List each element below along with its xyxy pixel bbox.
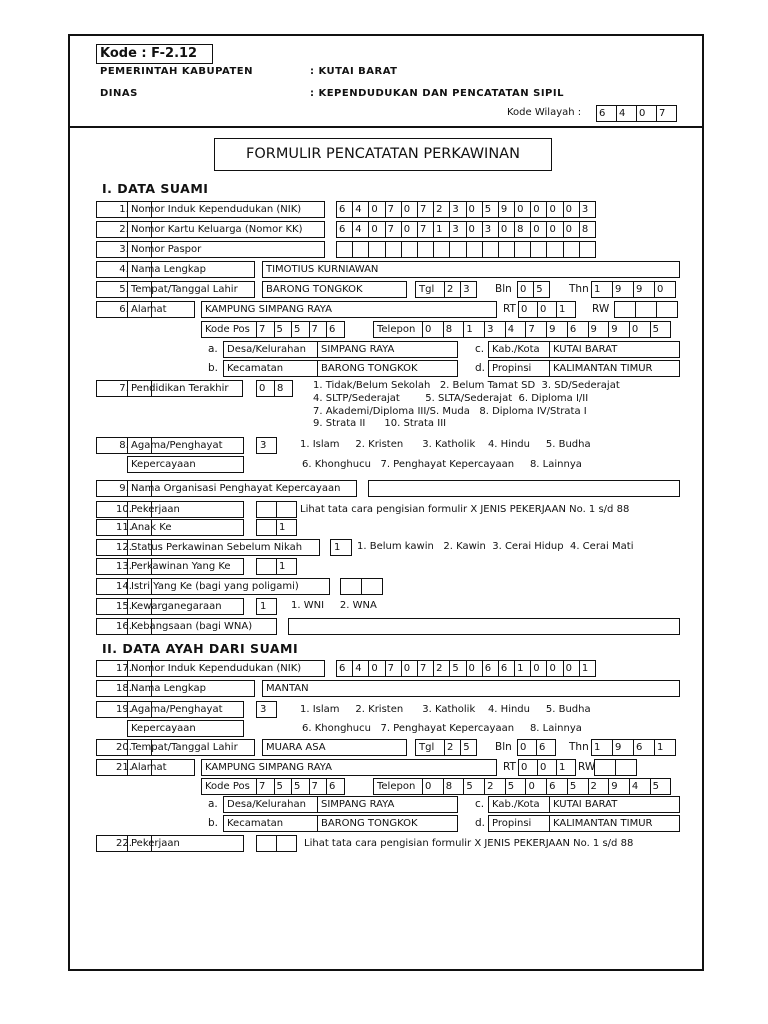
section-2-title: II. DATA AYAH DARI SUAMI <box>102 641 299 656</box>
father-thn-cells[interactable] <box>591 739 676 756</box>
digit-cell[interactable] <box>256 835 277 852</box>
pekerjaan-note: Lihat tata cara pengisian formulir X JENIS PEKERJAAN No. 1 s/d 88 <box>300 504 630 515</box>
digit-cell[interactable]: 0 <box>654 281 676 298</box>
father-alamat-field[interactable]: KAMPUNG SIMPANG RAYA <box>201 759 497 776</box>
digit-cell[interactable]: 1 <box>463 321 485 338</box>
digit-cell[interactable]: 4 <box>616 105 637 122</box>
digit-cell[interactable]: 0 <box>466 660 483 677</box>
father-ttl-label: Tempat/Tanggal Lahir <box>127 739 255 756</box>
digit-cell[interactable]: 0 <box>401 221 418 238</box>
digit-cell[interactable] <box>466 241 483 258</box>
bangsa-label: Kebangsaan (bagi WNA) <box>127 618 277 635</box>
digit-cell[interactable]: 9 <box>612 281 634 298</box>
digit-cell[interactable]: 8 <box>579 221 596 238</box>
digit-cell[interactable]: 0 <box>401 201 418 218</box>
digit-cell[interactable]: 1 <box>591 281 613 298</box>
digit-cell[interactable] <box>615 759 637 776</box>
digit-cell[interactable]: 0 <box>563 201 580 218</box>
father-kec-label: Kecamatan <box>223 815 318 832</box>
digit-cell[interactable] <box>352 241 369 258</box>
father-kodepos-cells[interactable] <box>256 778 345 795</box>
kec-field[interactable]: BARONG TONGKOK <box>317 360 458 377</box>
digit-cell[interactable]: 9 <box>546 321 568 338</box>
pendidikan-label: Pendidikan Terakhir <box>127 380 243 397</box>
digit-cell[interactable] <box>276 835 297 852</box>
digit-cell[interactable]: 0 <box>563 221 580 238</box>
digit-cell[interactable]: 0 <box>636 105 657 122</box>
digit-cell[interactable]: 0 <box>422 321 444 338</box>
row-number: 7. <box>96 380 152 397</box>
father-agama-field[interactable]: 3 <box>256 701 277 718</box>
paspor-label: Nomor Paspor <box>127 241 325 258</box>
digit-cell[interactable]: 4 <box>629 778 651 795</box>
father-telepon-label: Telepon <box>373 778 423 795</box>
warga-field[interactable]: 1 <box>256 598 277 615</box>
digit-cell[interactable]: 9 <box>498 201 515 218</box>
digit-cell[interactable]: 1 <box>556 301 576 318</box>
father-desa-label: Desa/Kelurahan <box>223 796 318 813</box>
digit-cell[interactable]: 7 <box>417 660 434 677</box>
digit-cell[interactable]: 3 <box>484 321 506 338</box>
warga-label: Kewarganegaraan <box>127 598 244 615</box>
row-number: 1. <box>96 201 152 218</box>
digit-cell[interactable]: 0 <box>256 380 275 397</box>
b-label: b. <box>208 362 219 374</box>
anak-cells[interactable] <box>256 519 297 536</box>
telepon-cells[interactable] <box>422 321 671 338</box>
row-number: 6. <box>96 301 152 318</box>
kab-field[interactable]: KUTAI BARAT <box>549 341 680 358</box>
agama-field[interactable]: 3 <box>256 437 277 454</box>
row-number: 20. <box>96 739 152 756</box>
tgl-cells[interactable] <box>444 281 477 298</box>
digit-cell[interactable]: 3 <box>579 201 596 218</box>
row-number: 12. <box>96 539 152 556</box>
row-number: 11. <box>96 519 152 536</box>
rw-label: RW <box>592 303 610 315</box>
gov-value: : KUTAI BARAT <box>310 66 398 77</box>
digit-cell[interactable]: 9 <box>608 778 630 795</box>
father-pekerjaan-label: Pekerjaan <box>127 835 244 852</box>
digit-cell[interactable]: 8 <box>274 380 293 397</box>
status-label: Status Perkawinan Sebelum Nikah <box>127 539 320 556</box>
digit-cell[interactable]: 7 <box>385 221 402 238</box>
digit-cell[interactable]: 0 <box>546 660 563 677</box>
pendidikan-cells[interactable] <box>256 380 293 397</box>
row-number: 22. <box>96 835 152 852</box>
digit-cell[interactable]: 0 <box>517 281 534 298</box>
digit-cell[interactable] <box>546 241 563 258</box>
digit-cell[interactable]: 5 <box>482 201 499 218</box>
pendidikan-option: 4. SLTP/Sederajat 5. SLTA/Sederajat 6. Diploma I/II <box>313 393 589 404</box>
digit-cell[interactable]: 0 <box>525 778 547 795</box>
digit-cell[interactable]: 6 <box>498 660 515 677</box>
alamat-label: Alamat <box>127 301 195 318</box>
digit-cell[interactable]: 9 <box>633 281 655 298</box>
father-c-label: c. <box>475 798 485 810</box>
digit-cell[interactable]: 0 <box>422 778 444 795</box>
father-thn-label: Thn <box>569 741 589 753</box>
father-bln-cells[interactable] <box>517 739 556 756</box>
pekerjaan-cells[interactable] <box>256 501 297 518</box>
digit-cell[interactable] <box>417 241 434 258</box>
header-divider <box>68 126 704 128</box>
digit-cell[interactable] <box>614 301 636 318</box>
digit-cell[interactable]: 7 <box>385 660 402 677</box>
digit-cell[interactable] <box>482 241 499 258</box>
dinas-label: DINAS <box>100 88 138 99</box>
kk-cells[interactable] <box>336 221 596 238</box>
row-number: 13. <box>96 558 152 575</box>
father-prop-field[interactable]: KALIMANTAN TIMUR <box>549 815 680 832</box>
kk-label: Nomor Kartu Keluarga (Nomor KK) <box>127 221 325 238</box>
digit-cell[interactable]: 8 <box>443 778 465 795</box>
tgl-label: Tgl <box>415 281 445 298</box>
father-rt-label: RT <box>503 761 516 773</box>
d-label: d. <box>475 362 486 374</box>
digit-cell[interactable] <box>514 241 531 258</box>
digit-cell[interactable] <box>256 519 277 536</box>
digit-cell[interactable] <box>563 241 580 258</box>
father-nik-cells[interactable] <box>336 660 596 677</box>
row-number: 21. <box>96 759 152 776</box>
digit-cell[interactable]: 0 <box>498 221 515 238</box>
digit-cell[interactable]: 4 <box>352 201 369 218</box>
row-number: 2. <box>96 221 152 238</box>
digit-cell[interactable] <box>530 241 547 258</box>
pendidikan-option: 9. Strata II 10. Strata III <box>313 418 447 429</box>
digit-cell[interactable]: 4 <box>505 321 527 338</box>
digit-cell[interactable]: 4 <box>352 660 369 677</box>
father-bln-label: Bln <box>495 741 512 753</box>
nama-label: Nama Lengkap <box>127 261 255 278</box>
digit-cell[interactable] <box>594 759 616 776</box>
digit-cell[interactable]: 7 <box>309 321 328 338</box>
digit-cell[interactable] <box>401 241 418 258</box>
digit-cell[interactable]: 6 <box>567 321 589 338</box>
father-tgl-cells[interactable] <box>444 739 477 756</box>
digit-cell[interactable]: 8 <box>514 221 531 238</box>
digit-cell[interactable]: 1 <box>591 739 613 756</box>
gov-label: PEMERINTAH KABUPATEN <box>100 66 253 77</box>
father-kodepos-label: Kode Pos <box>201 778 257 795</box>
digit-cell[interactable]: 7 <box>417 221 434 238</box>
thn-label: Thn <box>569 283 589 295</box>
father-a-label: a. <box>208 798 218 810</box>
digit-cell[interactable]: 7 <box>525 321 547 338</box>
istri-label: Istri Yang Ke (bagi yang poligami) <box>127 578 330 595</box>
digit-cell[interactable]: 5 <box>650 321 672 338</box>
digit-cell[interactable]: 6 <box>546 778 568 795</box>
digit-cell[interactable] <box>579 241 596 258</box>
digit-cell[interactable]: 0 <box>466 201 483 218</box>
region-label: Kode Wilayah : <box>507 107 582 118</box>
digit-cell[interactable]: 5 <box>567 778 589 795</box>
digit-cell[interactable]: 0 <box>466 221 483 238</box>
row-number: 5. <box>96 281 152 298</box>
father-nama-field[interactable]: MANTAN <box>262 680 680 697</box>
digit-cell[interactable]: 2 <box>484 778 506 795</box>
digit-cell[interactable]: 0 <box>546 201 563 218</box>
digit-cell[interactable]: 0 <box>368 201 385 218</box>
rt-cells[interactable] <box>518 301 576 318</box>
father-telepon-cells[interactable] <box>422 778 671 795</box>
bln-label: Bln <box>495 283 512 295</box>
digit-cell[interactable] <box>449 241 466 258</box>
digit-cell[interactable]: 6 <box>482 660 499 677</box>
agama-options: 1. Islam 2. Kristen 3. Katholik 4. Hindu 5. Budha <box>300 439 591 450</box>
digit-cell[interactable]: 7 <box>256 321 275 338</box>
digit-cell[interactable]: 4 <box>352 221 369 238</box>
kab-label: Kab./Kota <box>488 341 550 358</box>
digit-cell[interactable]: 0 <box>629 321 651 338</box>
digit-cell[interactable]: 5 <box>449 660 466 677</box>
row-number: 19. <box>96 701 152 718</box>
father-d-label: d. <box>475 817 486 829</box>
section-1-title: I. DATA SUAMI <box>102 181 209 196</box>
digit-cell[interactable] <box>368 241 385 258</box>
form-title: FORMULIR PENCATATAN PERKAWINAN <box>214 138 552 171</box>
digit-cell[interactable]: 1 <box>276 519 297 536</box>
desa-field[interactable]: SIMPANG RAYA <box>317 341 458 358</box>
rt-label: RT <box>503 303 516 315</box>
father-pekerjaan-note: Lihat tata cara pengisian formulir X JENIS PEKERJAAN No. 1 s/d 88 <box>304 838 634 849</box>
father-nama-label: Nama Lengkap <box>127 680 255 697</box>
digit-cell[interactable]: 0 <box>517 739 537 756</box>
digit-cell[interactable]: 6 <box>336 201 353 218</box>
digit-cell[interactable]: 3 <box>460 281 477 298</box>
father-alamat-label: Alamat <box>127 759 195 776</box>
father-rt-cells[interactable] <box>518 759 576 776</box>
row-number: 17. <box>96 660 152 677</box>
digit-cell[interactable]: 5 <box>291 778 310 795</box>
father-rw-label: RW <box>578 761 596 773</box>
digit-cell[interactable] <box>433 241 450 258</box>
anak-label: Anak Ke <box>127 519 244 536</box>
digit-cell[interactable]: 0 <box>530 221 547 238</box>
region-code-cells[interactable] <box>596 105 677 122</box>
father-tempat-field[interactable]: MUARA ASA <box>262 739 407 756</box>
digit-cell[interactable]: 9 <box>608 321 630 338</box>
digit-cell[interactable]: 0 <box>563 660 580 677</box>
digit-cell[interactable]: 0 <box>537 301 557 318</box>
digit-cell[interactable]: 6 <box>326 321 345 338</box>
father-kepercayaan-label: Kepercayaan <box>127 720 244 737</box>
nik-label: Nomor Induk Kependudukan (NIK) <box>127 201 325 218</box>
nama-field[interactable]: TIMOTIUS KURNIAWAN <box>262 261 680 278</box>
digit-cell[interactable]: 7 <box>256 778 275 795</box>
pendidikan-option: 7. Akademi/Diploma III/S. Muda 8. Diploma IV/Strata I <box>313 406 587 417</box>
tempat-field[interactable]: BARONG TONGKOK <box>262 281 407 298</box>
row-number: 4. <box>96 261 152 278</box>
nik-cells[interactable] <box>336 201 596 218</box>
digit-cell[interactable]: 0 <box>546 221 563 238</box>
agama-options-2: 6. Khonghucu 7. Penghayat Kepercayaan 8. Lainnya <box>302 459 582 470</box>
digit-cell[interactable]: 1 <box>654 739 676 756</box>
warga-options: 1. WNI 2. WNA <box>291 600 377 611</box>
digit-cell[interactable]: 0 <box>514 201 531 218</box>
telepon-label: Telepon <box>373 321 423 338</box>
digit-cell[interactable]: 2 <box>444 281 461 298</box>
digit-cell[interactable]: 0 <box>530 201 547 218</box>
row-number: 14. <box>96 578 152 595</box>
father-desa-field[interactable]: SIMPANG RAYA <box>317 796 458 813</box>
kodepos-label: Kode Pos <box>201 321 257 338</box>
digit-cell[interactable]: 5 <box>505 778 527 795</box>
perkawinan-cells[interactable] <box>256 558 297 575</box>
father-rw-cells[interactable] <box>594 759 637 776</box>
kodepos-cells[interactable] <box>256 321 345 338</box>
digit-cell[interactable]: 8 <box>443 321 465 338</box>
digit-cell[interactable]: 2 <box>444 739 461 756</box>
digit-cell[interactable]: 9 <box>612 739 634 756</box>
digit-cell[interactable]: 1 <box>514 660 531 677</box>
agama-label: Agama/Penghayat <box>127 437 244 454</box>
digit-cell[interactable]: 3 <box>449 221 466 238</box>
digit-cell[interactable]: 2 <box>588 778 610 795</box>
pekerjaan-label: Pekerjaan <box>127 501 244 518</box>
digit-cell[interactable]: 3 <box>449 201 466 218</box>
digit-cell[interactable]: 0 <box>530 660 547 677</box>
rw-cells[interactable] <box>614 301 678 318</box>
digit-cell[interactable]: 5 <box>463 778 485 795</box>
digit-cell[interactable]: 5 <box>650 778 672 795</box>
digit-cell[interactable]: 1 <box>276 558 297 575</box>
bln-cells[interactable] <box>517 281 550 298</box>
digit-cell[interactable]: 6 <box>336 221 353 238</box>
digit-cell[interactable] <box>498 241 515 258</box>
row-number: 8. <box>96 437 152 454</box>
istri-cells[interactable] <box>340 578 383 595</box>
digit-cell[interactable] <box>276 501 297 518</box>
status-field[interactable]: 1 <box>330 539 352 556</box>
digit-cell[interactable] <box>336 241 353 258</box>
digit-cell[interactable]: 3 <box>482 221 499 238</box>
father-tgl-label: Tgl <box>415 739 445 756</box>
digit-cell[interactable]: 5 <box>274 321 293 338</box>
father-agama-options: 1. Islam 2. Kristen 3. Katholik 4. Hindu 5. Budha <box>300 704 591 715</box>
dinas-value: : KEPENDUDUKAN DAN PENCATATAN SIPIL <box>310 88 564 99</box>
prop-label: Propinsi <box>488 360 550 377</box>
digit-cell[interactable]: 0 <box>401 660 418 677</box>
digit-cell[interactable]: 6 <box>336 660 353 677</box>
father-b-label: b. <box>208 817 219 829</box>
form-code: Kode : F-2.12 <box>96 44 213 64</box>
digit-cell[interactable]: 6 <box>326 778 345 795</box>
digit-cell[interactable]: 7 <box>656 105 677 122</box>
bangsa-field[interactable] <box>288 618 680 635</box>
digit-cell[interactable]: 5 <box>274 778 293 795</box>
digit-cell[interactable]: 6 <box>536 739 556 756</box>
perkawinan-label: Perkawinan Yang Ke <box>127 558 244 575</box>
prop-field[interactable]: KALIMANTAN TIMUR <box>549 360 680 377</box>
row-number: 9. <box>96 480 152 497</box>
row-number: 3. <box>96 241 152 258</box>
digit-cell[interactable] <box>635 301 657 318</box>
kepercayaan-label: Kepercayaan <box>127 456 244 473</box>
c-label: c. <box>475 343 485 355</box>
father-agama-label: Agama/Penghayat <box>127 701 244 718</box>
thn-cells[interactable] <box>591 281 676 298</box>
digit-cell[interactable]: 5 <box>291 321 310 338</box>
desa-label: Desa/Kelurahan <box>223 341 318 358</box>
digit-cell[interactable]: 0 <box>518 759 538 776</box>
digit-cell[interactable] <box>656 301 678 318</box>
digit-cell[interactable]: 1 <box>556 759 576 776</box>
digit-cell[interactable]: 7 <box>385 201 402 218</box>
digit-cell[interactable]: 9 <box>588 321 610 338</box>
digit-cell[interactable]: 0 <box>368 660 385 677</box>
father-prop-label: Propinsi <box>488 815 550 832</box>
pendidikan-option: 1. Tidak/Belum Sekolah 2. Belum Tamat SD 3. SD/Sederajat <box>313 380 620 391</box>
digit-cell[interactable] <box>256 501 277 518</box>
digit-cell[interactable]: 0 <box>537 759 557 776</box>
alamat-field[interactable]: KAMPUNG SIMPANG RAYA <box>201 301 497 318</box>
ttl-label: Tempat/Tanggal Lahir <box>127 281 255 298</box>
row-number: 15. <box>96 598 152 615</box>
digit-cell[interactable] <box>340 578 362 595</box>
digit-cell[interactable]: 7 <box>309 778 328 795</box>
digit-cell[interactable]: 5 <box>460 739 477 756</box>
digit-cell[interactable]: 6 <box>633 739 655 756</box>
digit-cell[interactable]: 2 <box>433 201 450 218</box>
digit-cell[interactable]: 1 <box>579 660 596 677</box>
digit-cell[interactable] <box>361 578 383 595</box>
status-options: 1. Belum kawin 2. Kawin 3. Cerai Hidup 4. Cerai Mati <box>357 541 634 552</box>
a-label: a. <box>208 343 218 355</box>
digit-cell[interactable]: 7 <box>417 201 434 218</box>
paspor-cells[interactable] <box>336 241 596 258</box>
digit-cell[interactable]: 6 <box>596 105 617 122</box>
father-kab-label: Kab./Kota <box>488 796 550 813</box>
digit-cell[interactable] <box>385 241 402 258</box>
kec-label: Kecamatan <box>223 360 318 377</box>
row-number: 10. <box>96 501 152 518</box>
father-agama-options-2: 6. Khonghucu 7. Penghayat Kepercayaan 8. Lainnya <box>302 723 582 734</box>
father-kab-field[interactable]: KUTAI BARAT <box>549 796 680 813</box>
digit-cell[interactable]: 1 <box>433 221 450 238</box>
digit-cell[interactable]: 2 <box>433 660 450 677</box>
digit-cell[interactable] <box>256 558 277 575</box>
row-number: 16. <box>96 618 152 635</box>
digit-cell[interactable]: 0 <box>368 221 385 238</box>
father-nik-label: Nomor Induk Kependudukan (NIK) <box>127 660 325 677</box>
father-pekerjaan-cells[interactable] <box>256 835 297 852</box>
organisasi-field[interactable] <box>368 480 680 497</box>
organisasi-label: Nama Organisasi Penghayat Kepercayaan <box>127 480 357 497</box>
father-kec-field[interactable]: BARONG TONGKOK <box>317 815 458 832</box>
digit-cell[interactable]: 5 <box>533 281 550 298</box>
digit-cell[interactable]: 0 <box>518 301 538 318</box>
row-number: 18. <box>96 680 152 697</box>
